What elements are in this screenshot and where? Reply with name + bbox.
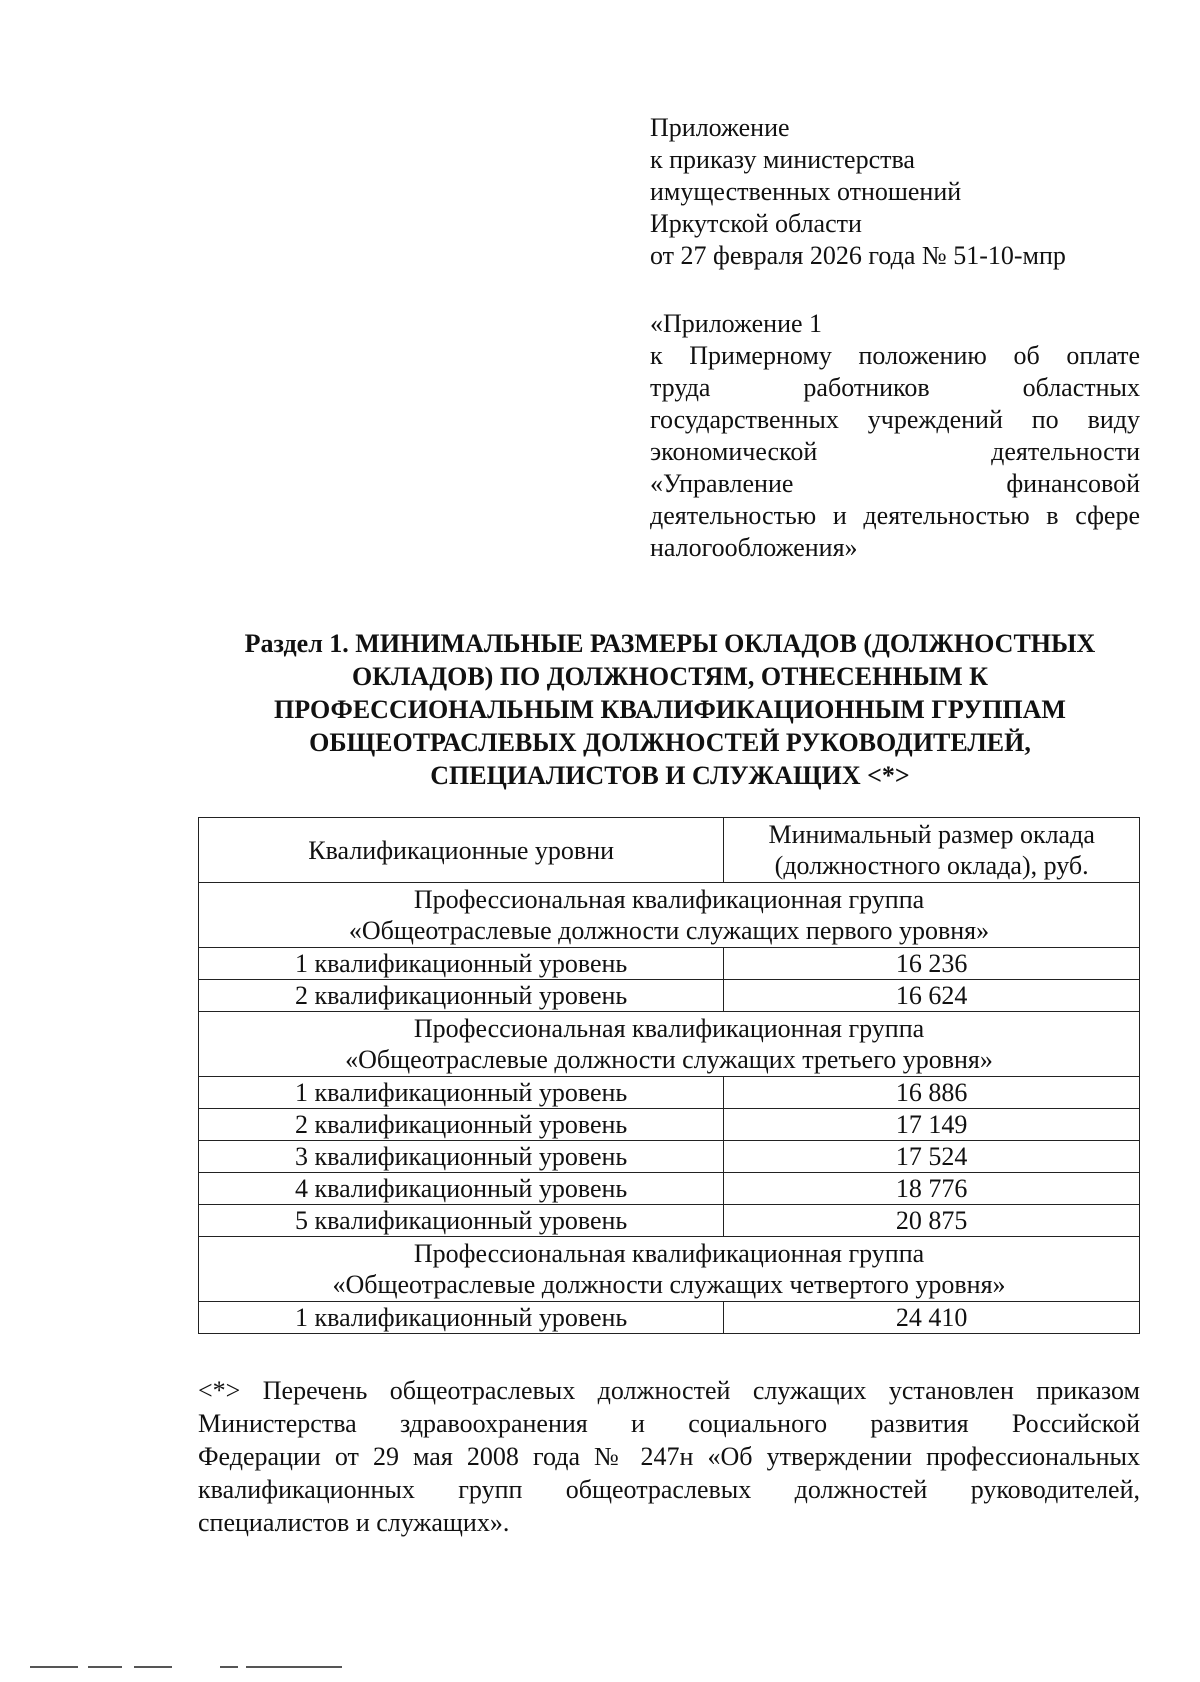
table-row [199, 948, 1140, 980]
footnote-line: Федерации от 29 мая 2008 года № 247н «Об утверждении профессиональных [198, 1442, 1140, 1471]
annex-line: деятельностью и деятельностью в сфере [650, 501, 1140, 530]
scan-artifact-mark [246, 1666, 342, 1668]
annex-reference [650, 308, 1140, 564]
level-cell: 4 квалификационный уровень [199, 1173, 724, 1205]
section-title [195, 627, 1145, 792]
annex-line: налогообложения» [650, 533, 858, 562]
group-row [199, 1237, 1140, 1302]
salary-cell: 16 886 [724, 1077, 1140, 1109]
salary-cell: 20 875 [724, 1205, 1140, 1237]
annex-line: экономической деятельности [650, 437, 1140, 466]
level-cell: 1 квалификационный уровень [199, 1302, 724, 1334]
header-line: имущественных отношений [650, 177, 962, 206]
group-title-line: «Общеотраслевые должности служащих четвертого уровня» [332, 1270, 1006, 1299]
footnote-line: квалификационных групп общеотраслевых должностей руководителей, [198, 1475, 1140, 1504]
header-line: к приказу министерства [650, 145, 915, 174]
annex-line: «Приложение 1 [650, 309, 823, 338]
annex-line: «Управление финансовой [650, 469, 1140, 498]
annex-line: к Примерному положению об оплате [650, 341, 1140, 370]
group-title-line: Профессиональная квалификационная группа [413, 1014, 925, 1043]
level-cell: 5 квалификационный уровень [199, 1205, 724, 1237]
table-row [199, 1077, 1140, 1109]
salary-cell: 17 524 [724, 1141, 1140, 1173]
salary-cell: 16 624 [724, 980, 1140, 1012]
column-header-salary [724, 818, 1140, 883]
salary-cell: 17 149 [724, 1109, 1140, 1141]
footnote-line: Министерства здравоохранения и социального развития Российской [198, 1409, 1140, 1438]
group-title-line: «Общеотраслевые должности служащих третьего уровня» [345, 1045, 993, 1074]
section-title-line: ПРОФЕССИОНАЛЬНЫМ КВАЛИФИКАЦИОННЫМ ГРУППАМ [274, 695, 1066, 724]
column-header-salary-line: Минимальный размер оклада [768, 820, 1095, 849]
footnote-line: специалистов и служащих». [198, 1508, 510, 1537]
section-title-line: ОБЩЕОТРАСЛЕВЫХ ДОЛЖНОСТЕЙ РУКОВОДИТЕЛЕЙ, [309, 728, 1031, 757]
table-row [199, 1302, 1140, 1334]
column-header-levels: Квалификационные уровни [199, 818, 724, 883]
scan-artifact-mark [88, 1666, 122, 1668]
table-row [199, 1173, 1140, 1205]
header-line: от 27 февраля 2026 года № 51-10-мпр [650, 241, 1066, 270]
footnote [198, 1374, 1140, 1539]
section-title-line: ОКЛАДОВ) ПО ДОЛЖНОСТЯМ, ОТНЕСЕННЫМ К [351, 662, 988, 691]
column-header-salary-line: (должностного оклада), руб. [774, 851, 1089, 880]
header-line: Иркутской области [650, 209, 862, 238]
group-title [199, 883, 1140, 948]
table-row [199, 1109, 1140, 1141]
annex-line: государственных учреждений по виду [650, 405, 1140, 434]
table-row [199, 1205, 1140, 1237]
table-row [199, 980, 1140, 1012]
footnote-line: <*> Перечень общеотраслевых должностей служащих установлен приказом [198, 1376, 1140, 1405]
section-title-line: СПЕЦИАЛИСТОВ И СЛУЖАЩИХ <*> [430, 761, 910, 790]
salary-cell: 18 776 [724, 1173, 1140, 1205]
section-title-line: Раздел 1. МИНИМАЛЬНЫЕ РАЗМЕРЫ ОКЛАДОВ (ДОЛЖНОСТНЫХ [244, 629, 1096, 658]
group-title [199, 1237, 1140, 1302]
salary-cell: 24 410 [724, 1302, 1140, 1334]
table-row [199, 1141, 1140, 1173]
level-cell: 2 квалификационный уровень [199, 1109, 724, 1141]
level-cell: 2 квалификационный уровень [199, 980, 724, 1012]
group-title-line: Профессиональная квалификационная группа [413, 885, 925, 914]
salary-table [198, 817, 1140, 1334]
group-row [199, 1012, 1140, 1077]
table-header-row [199, 818, 1140, 883]
scan-artifact-mark [134, 1666, 172, 1668]
scan-artifact-mark [30, 1666, 78, 1668]
scan-artifact-mark [220, 1666, 238, 1668]
annex-line: труда работников областных [650, 373, 1140, 402]
level-cell: 1 квалификационный уровень [199, 948, 724, 980]
salary-cell: 16 236 [724, 948, 1140, 980]
group-title-line: «Общеотраслевые должности служащих первого уровня» [348, 916, 990, 945]
header-line: Приложение [650, 113, 790, 142]
group-title-line: Профессиональная квалификационная группа [413, 1239, 925, 1268]
group-row [199, 883, 1140, 948]
level-cell: 3 квалификационный уровень [199, 1141, 724, 1173]
level-cell: 1 квалификационный уровень [199, 1077, 724, 1109]
order-attachment-header [650, 112, 1140, 272]
group-title [199, 1012, 1140, 1077]
